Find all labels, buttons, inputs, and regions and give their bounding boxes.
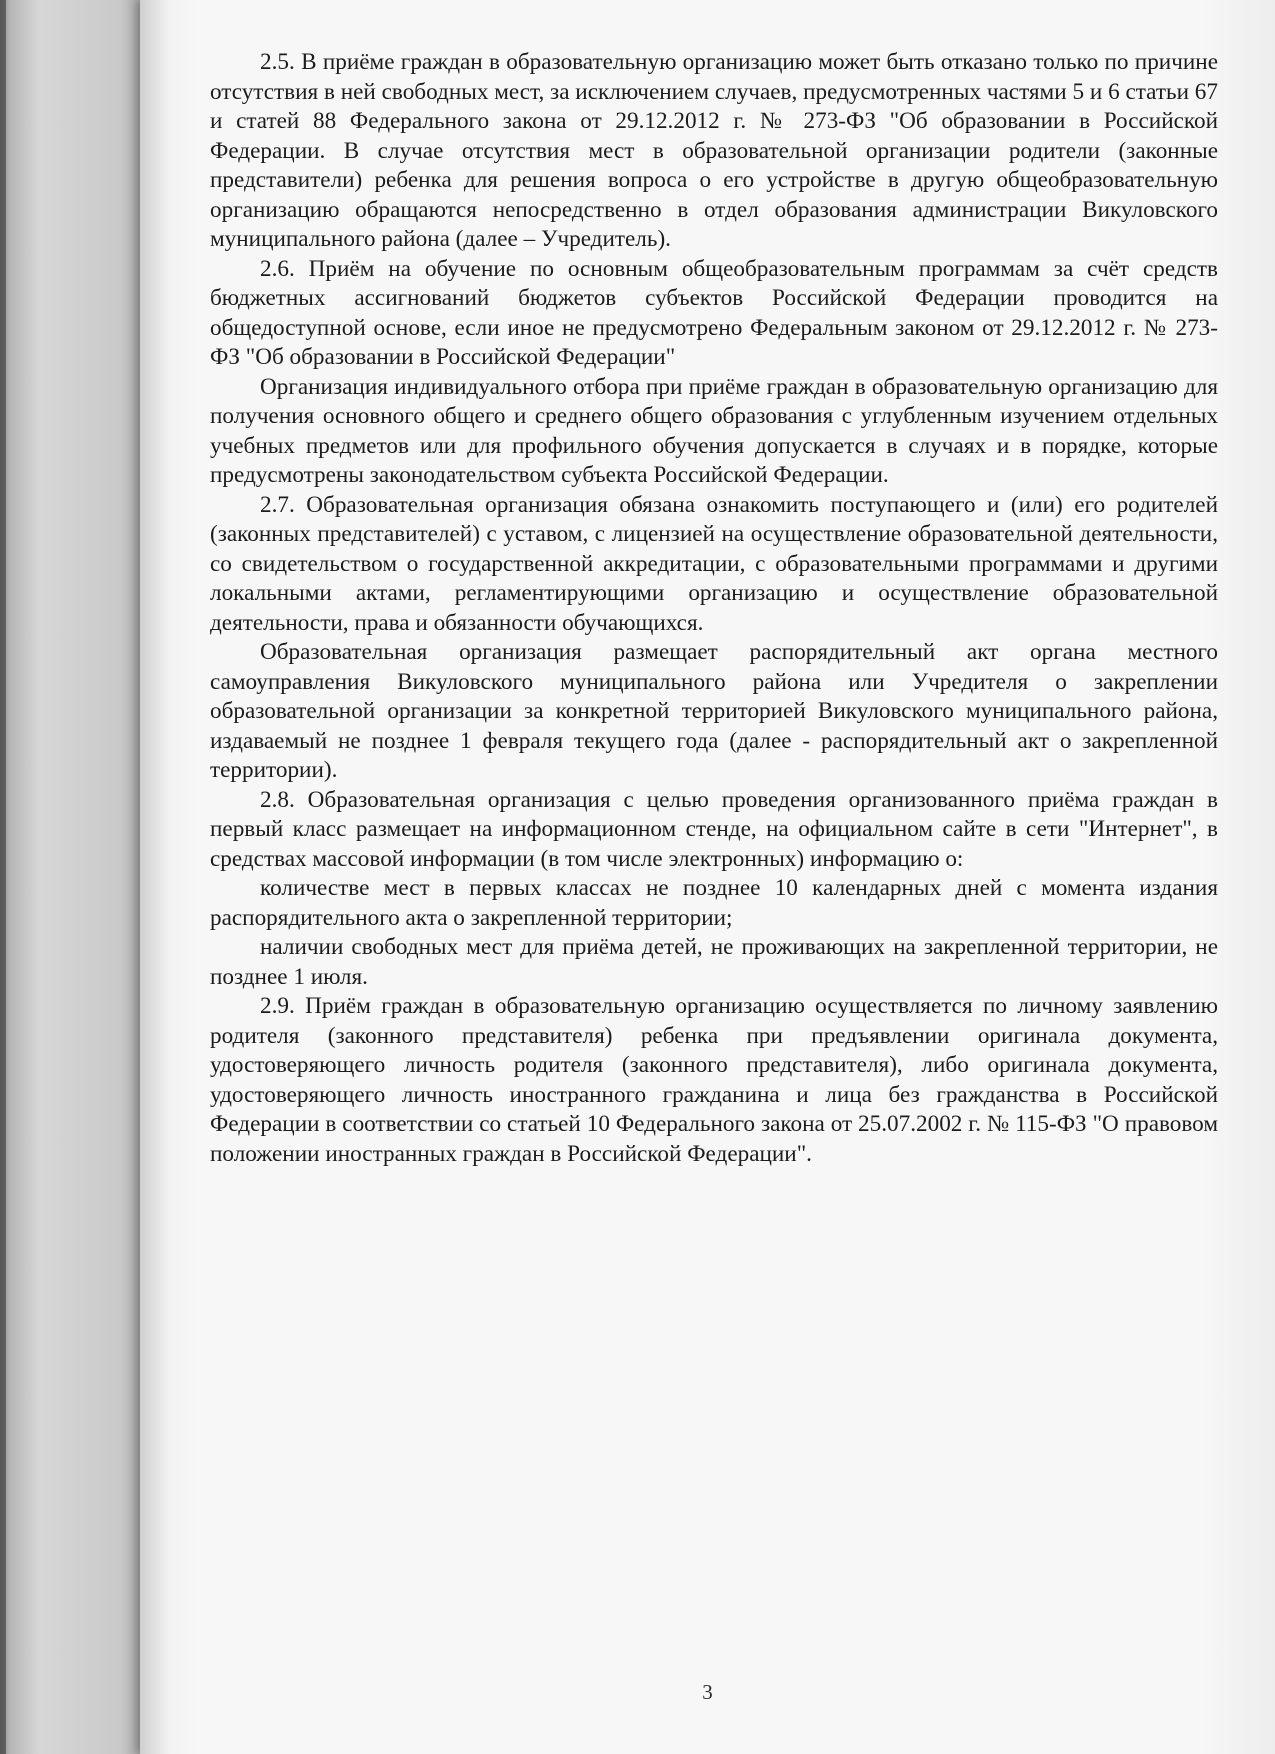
paragraph-2-6: 2.6. Приём на обучение по основным общеобразовательным программам за счёт средств бюджетных ассигнований бюджетов субъектов Российской Федерации проводится на общедоступной основе, если иное не предусмотрено Федеральным законом от 29.12.2012 г. № 273-ФЗ "Об образовании в Российской Федерации"	[210, 255, 1218, 370]
paragraph-territory-act: Образовательная организация размещает распорядительный акт органа местного самоуправления Викуловского муниципального района или Учредителя о закреплении образовательной организации за конкретной территорией Викуловского муниципального района, издаваемый не позднее 1 февраля текущего года (далее - распорядительный акт о закрепленной территории).	[210, 639, 1218, 783]
paragraph-2-9: 2.9. Приём граждан в образовательную организацию осуществляется по личному заявлению родителя (законного представителя) ребенка при предъявлении оригинала документа, удостоверяющего личность родителя (законного представителя), либо оригинала документа, удостоверяющего личность иностранного гражданина и лица без гражданства в Российской Федерации в соответствии со статьей 10 Федерального закона от 25.07.2002 г. № 115-ФЗ "О правовом положении иностранных граждан в Российской Федерации".	[210, 993, 1218, 1167]
scan-left-margin	[0, 0, 140, 1754]
paragraph-places-count: количестве мест в первых классах не позднее 10 календарных дней с момента издания распорядительного акта о закрепленной территории;	[210, 875, 1218, 931]
paragraph-free-places: наличии свободных мест для приёма детей, не проживающих на закрепленной территории, не позднее 1 июля.	[210, 934, 1218, 990]
page-number: 3	[702, 1680, 713, 1704]
paragraph-2-5: 2.5. В приёме граждан в образовательную организацию может быть отказано только по причине отсутствия в ней свободных мест, за исключением случаев, предусмотренных частями 5 и 6 статьи 67 и статей 88 Федерального закона от 29.12.2012 г. № 273-ФЗ "Об образовании в Российской Федерации. В случае отсутствия мест в образовательной организации родители (законные представители) ребенка для решения вопроса о его устройстве в другую общеобразовательную организацию обращаются непосредственно в отдел образования администрации Викуловского муниципального района (далее – Учредитель).	[210, 49, 1218, 252]
page-body	[210, 48, 1218, 1169]
document-page	[140, 0, 1275, 1754]
paragraph-2-7: 2.7. Образовательная организация обязана ознакомить поступающего и (или) его родителей (законных представителей) с уставом, с лицензией на осуществление образовательной деятельности, со свидетельством о государственной аккредитации, с образовательными программами и другими локальными актами, регламентирующими организацию и осуществление образовательной деятельности, права и обязанности обучающихся.	[210, 491, 1218, 636]
scan-edge-shadow	[0, 0, 6, 1754]
paragraph-2-8: 2.8. Образовательная организация с целью проведения организованного приёма граждан в первый класс размещает на информационном стенде, на официальном сайте в сети "Интернет", в средствах массовой информации (в том числе электронных) информацию о:	[210, 786, 1218, 872]
paragraph-individual-selection: Организация индивидуального отбора при приёме граждан в образовательную организацию для получения основного общего и среднего общего образования с углубленным изучением отдельных учебных предметов или для профильного обучения допускается в случаях и в порядке, которые предусмотрены законодательством субъекта Российской Федерации.	[210, 373, 1218, 488]
